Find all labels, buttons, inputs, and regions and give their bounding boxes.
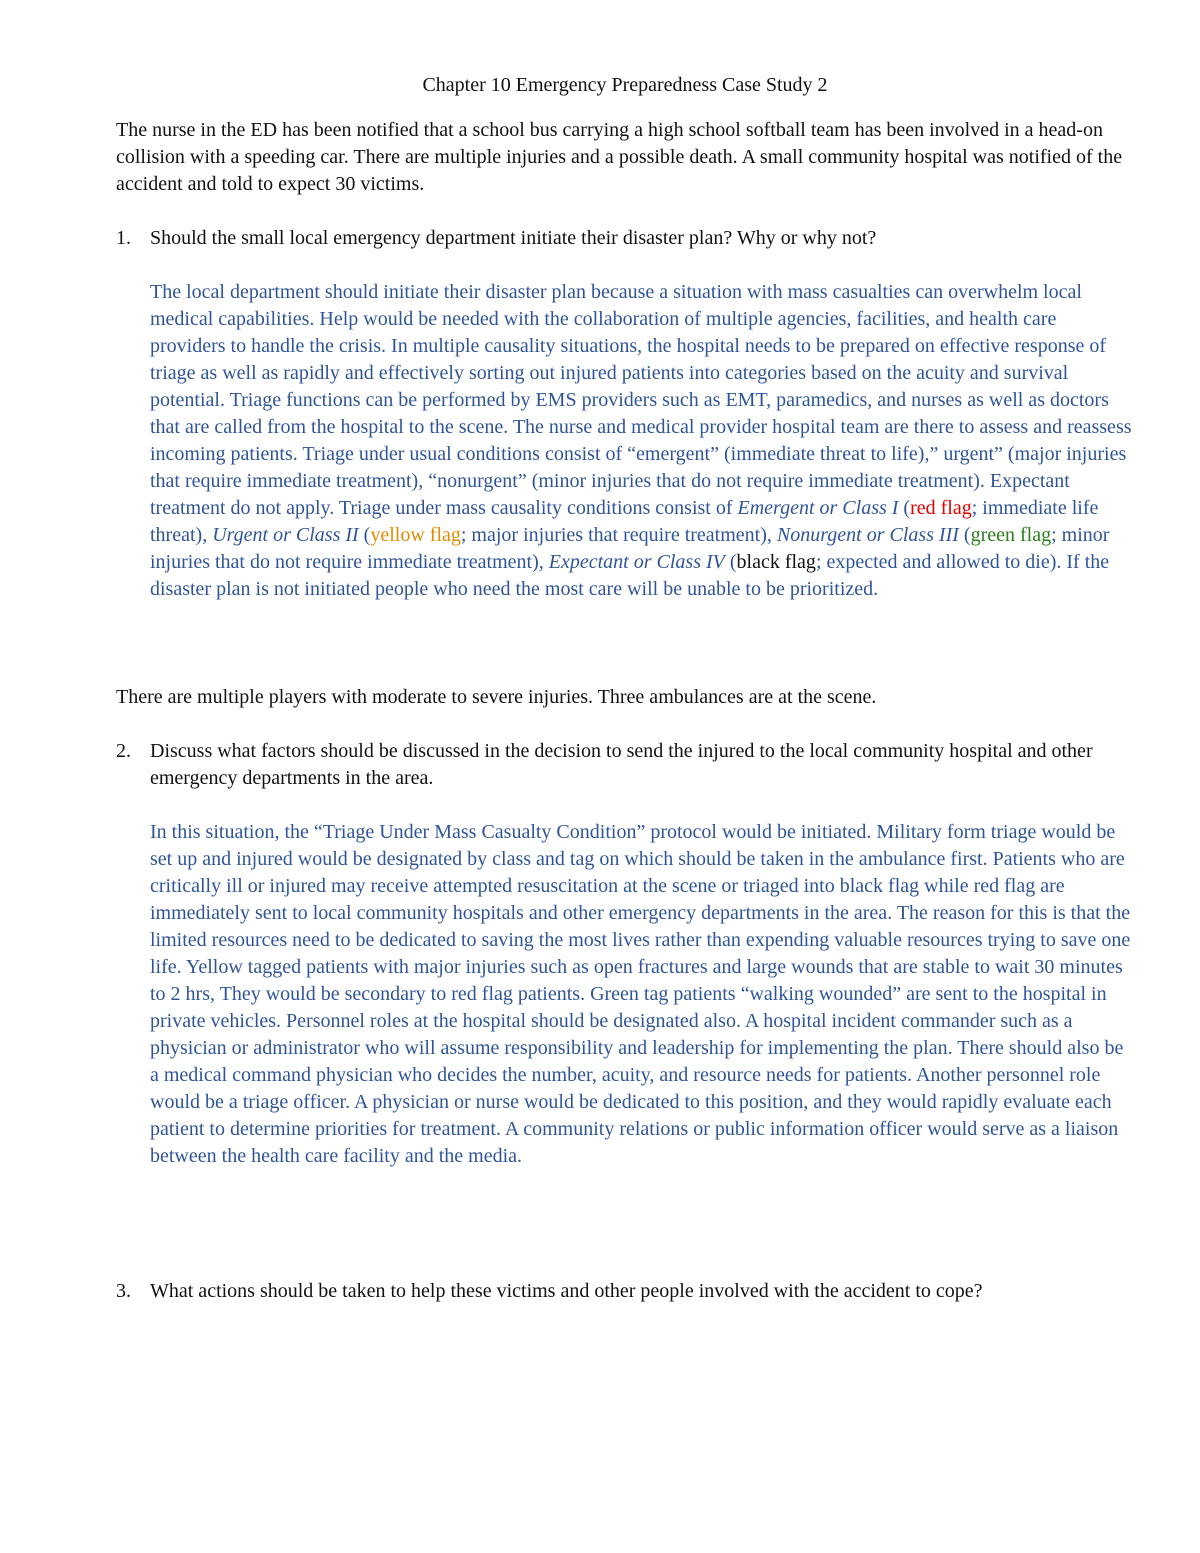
black-flag-label: black flag <box>736 551 816 573</box>
answer-1-after-black: ; expected and allowed to die). If the disaster plan is not initiated people who need the most care will be unable to be prioritized. <box>150 551 1110 600</box>
triage-class-1: Emergent or Class I <box>737 497 899 519</box>
answer-1-paren: ( <box>898 497 911 519</box>
page-title: Chapter 10 Emergency Preparedness Case Study 2 <box>422 74 828 96</box>
answer-1-paren: ( <box>724 551 737 573</box>
intro-paragraph: The nurse in the ED has been notified that a school bus carrying a high school softball team has been involved in a head-on collision with a speeding car. There are multiple injuries and a possible death. A small community hospital was notified of the accident and told to expect 30 victims. <box>116 119 1123 195</box>
question-1-text: Should the small local emergency department initiate their disaster plan? Why or why not? <box>150 227 877 249</box>
interlude-paragraph: There are multiple players with moderate to severe injuries. Three ambulances are at the scene. <box>116 686 877 708</box>
answer-1-part1: The local department should initiate their disaster plan because a situation with mass casualties can overwhelm local medical capabilities. Help would be needed with the collaboration of multiple agencies, facilities, and health care providers to handle the crisis. In multiple causality situations, the hospital needs to be prepared on effective response of triage as well as rapidly and effectively sorting out injured patients into categories based on the acuity and survival potential. Triage functions can be performed by EMS providers such as EMT, paramedics, and nurses as well as doctors that are called from the hospital to the scene. The nurse and medical provider hospital team are there to assess and reassess incoming patients. Triage under usual conditions consist of “emergent” (immediate threat to life),” urgent” (major injuries that require immediate treatment), “nonurgent” (minor injuries that do not require immediate treatment). Expectant treatment do not apply. Triage under mass causality conditions consist of <box>150 281 1132 519</box>
triage-class-2: Urgent or Class II <box>212 524 359 546</box>
triage-class-3: Nonurgent or Class III <box>776 524 959 546</box>
green-flag-label: green flag <box>970 524 1052 546</box>
question-2-number: 2. <box>116 740 131 762</box>
answer-1-after-yellow: ; major injuries that require treatment), <box>460 524 777 546</box>
red-flag-label: red flag <box>910 497 972 519</box>
answer-2: In this situation, the “Triage Under Mass Casualty Condition” protocol would be initiated. Military form triage would be set up and injured would be designated by class and tag on which should be taken in the ambulance first. Patients who are critically ill or injured may receive attempted resuscitation at the scene or triaged into black flag while red flag are immediately sent to local community hospitals and other emergency departments in the area. The reason for this is that the limited resources need to be dedicated to saving the most lives rather than expending valuable resources trying to save one life. Yellow tagged patients with major injuries such as open fractures and large wounds that are stable to wait 30 minutes to 2 hrs, They would be secondary to red flag patients. Green tag patients “walking wounded” are sent to the hospital in private vehicles. Personnel roles at the hospital should be designated also. A hospital incident commander such as a physician or administrator who will assume responsibility and leadership for implementing the plan. There should also be a medical command physician who decides the number, acuity, and resource needs for patients. Another personnel role would be a triage officer. A physician or nurse would be dedicated to this position, and they would rapidly evaluate each patient to determine priorities for treatment. A community relations or public information officer would serve as a liaison between the health care facility and the media. <box>150 821 1131 1167</box>
answer-1-paren: ( <box>958 524 971 546</box>
answer-1-after-red: ; immediate life threat), <box>150 497 1099 546</box>
triage-class-4: Expectant or Class IV <box>548 551 725 573</box>
question-2-text: Discuss what factors should be discussed in the decision to send the injured to the local community hospital and other emergency departments in the area. <box>150 740 1093 789</box>
answer-1-after-green: ; minor injuries that do not require immediate treatment), <box>150 524 1110 573</box>
question-1 <box>116 225 1134 252</box>
question-1-number: 1. <box>116 227 131 249</box>
answer-1-paren: ( <box>358 524 371 546</box>
question-2 <box>116 738 1134 792</box>
question-3-text: What actions should be taken to help these victims and other people involved with the accident to cope? <box>150 1280 983 1302</box>
question-3 <box>116 1278 1134 1305</box>
answer-1 <box>150 279 1134 603</box>
question-3-number: 3. <box>116 1280 131 1302</box>
yellow-flag-label: yellow flag <box>370 524 461 546</box>
